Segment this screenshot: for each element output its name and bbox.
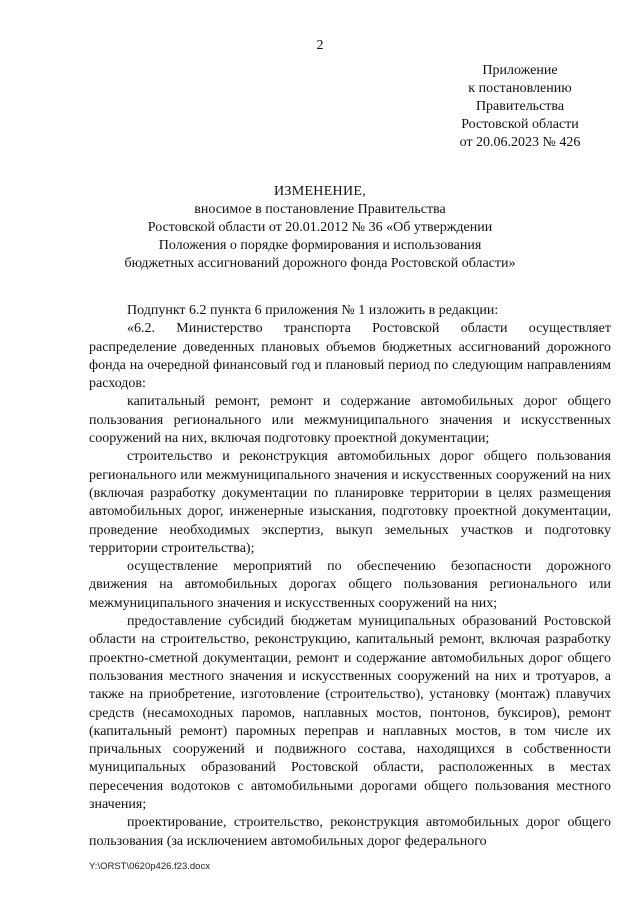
appendix-line: Правительства (475, 99, 565, 114)
body-paragraph: предоставление субсидий бюджетам муниципальных образований Ростовской области на строительство, реконструкцию, капитальный ремонт, включая разработку проектно-сметной документации, ремонт и содержание автомобильных дорог общего пользования местного значения и искусственных сооружений на них и тротуаров, а также на приобретение, изготовление (строительство), установку (монтаж) плавучих средств (несамоходных паромов, наплавных мостов, понтонов, буксиров), ремонт (капитальный ремонт) паромных переправ и наплавных мостов, в том числе их причальных сооружений и подвижного состава, находящихся в собственности муниципальных образований Ростовской области, расположенных в местах пересечения водотоков с автомобильными дорогами общего пользования местного значения; (89, 614, 611, 813)
appendix-line: Приложение (482, 63, 558, 78)
body-paragraph: проектирование, строительство, реконструкция автомобильных дорог общего пользования (за исключением автомобильных дорог федерального (89, 815, 611, 849)
body-paragraph: «6.2. Министерство транспорта Ростовской области осуществляет распределение доведенных плановых объемов бюджетных ассигнований дорожного фонда на очередной финансовый год и плановый период по следующим направлениям расходов: (89, 321, 611, 392)
title-line: Ростовской области от 20.01.2012 № 36 «Об утверждении (147, 220, 493, 235)
title-heading: ИЗМЕНЕНИЕ, (273, 184, 367, 199)
body-paragraph: строительство и реконструкция автомобильных дорог общего пользования регионального или межмуниципального значения и искусственных сооружений на них (включая разработку документации по планировке территории в целях размещения автомобильных дорог, инженерные изыскания, подготовку проектной документации, проведение необходимых экспертиз, выкуп земельных участков и подготовку территории строительства); (89, 449, 611, 556)
title-line: бюджетных ассигнований дорожного фонда Ростовской области» (124, 256, 516, 271)
title-line: вносимое в постановление Правительства (194, 202, 446, 217)
body-paragraph: капитальный ремонт, ремонт и содержание автомобильных дорог общего пользования регионального или межмуниципального значения и искусственных сооружений на них, включая подготовку проектной документации; (89, 394, 611, 447)
appendix-line: от 20.06.2023 № 426 (459, 135, 581, 150)
body-paragraph: Подпункт 6.2 пункта 6 приложения № 1 изложить в редакции: (127, 303, 499, 318)
title-line: Положения о порядке формирования и использования (158, 238, 482, 253)
appendix-block (440, 62, 600, 152)
appendix-line: Ростовской области (461, 117, 579, 132)
document-title (60, 183, 580, 273)
body-paragraph: осуществление мероприятий по обеспечению безопасности дорожного движения на автомобильных дорогах общего пользования регионального или межмуниципального значения и искусственных сооружений на них; (89, 559, 611, 611)
page-number: 2 (316, 38, 324, 53)
appendix-line: к постановлению (468, 81, 572, 96)
file-path-footer: Y:\ORST\0620p426.f23.docx (89, 861, 210, 872)
document-body (89, 302, 611, 851)
